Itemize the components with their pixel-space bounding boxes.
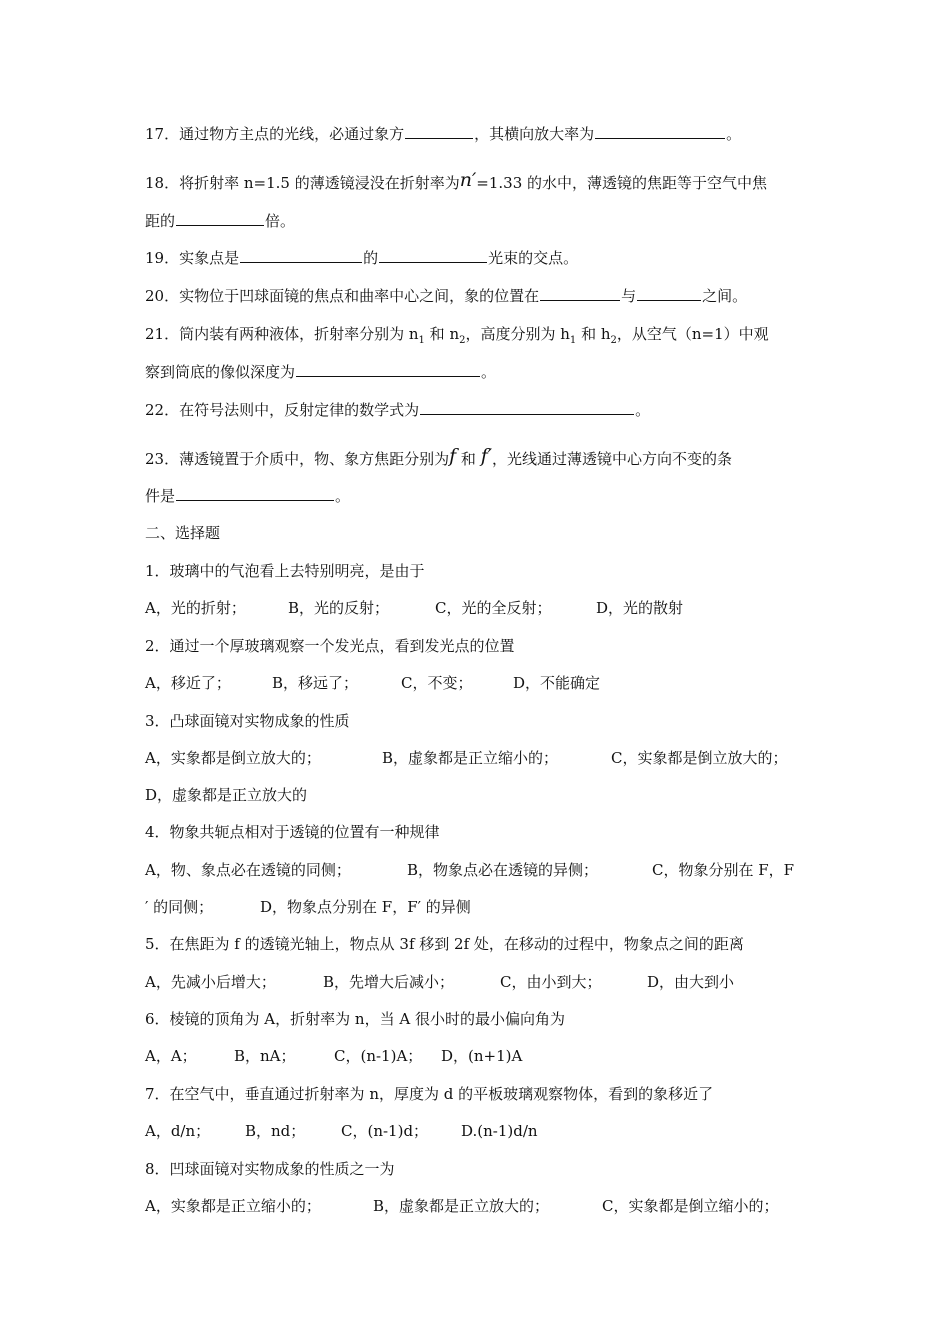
option-b: B，先增大后减小； <box>323 973 455 991</box>
option-c: C，(n-1)A； <box>334 1047 423 1065</box>
q21-sub-4: 2 <box>610 335 617 346</box>
question-19 <box>145 248 578 268</box>
q21-text-4: 和 h <box>576 325 611 343</box>
question-21 <box>145 324 769 351</box>
q21-sub-1: 1 <box>418 335 425 346</box>
option-c: C，光的全反射； <box>435 599 552 617</box>
q19-blank-1 <box>240 248 362 263</box>
q18-blank <box>176 211 264 226</box>
option-a: A，实象都是倒立放大的； <box>145 749 321 767</box>
mc-question-7: 7．在空气中，垂直通过折射率为 n，厚度为 d 的平板玻璃观察物体，看到的象移近了 <box>145 1085 714 1103</box>
q23-text-4: 件是 <box>145 487 176 505</box>
option-a: A，光的折射； <box>145 599 246 617</box>
q20-blank-1 <box>540 286 620 301</box>
q20-text: 20．实物位于凹球面镜的焦点和曲率中心之间，象的位置在 <box>145 287 540 305</box>
option-c: C，不变； <box>401 674 473 692</box>
q21-end: 。 <box>481 363 497 381</box>
option-a: A，先减小后增大； <box>145 973 276 991</box>
mc-options-3-cont: D，虚象都是正立放大的 <box>145 786 308 804</box>
question-22 <box>145 400 650 420</box>
option-d: D，不能确定 <box>513 674 601 692</box>
option-b: B，nd； <box>245 1122 306 1140</box>
option-c: C，由小到大； <box>500 973 602 991</box>
mc-options-1 <box>145 598 683 618</box>
option-c: C，物象分别在 F，F <box>652 861 795 879</box>
q18-end: 倍。 <box>265 212 296 230</box>
option-a: A，d/n； <box>145 1122 211 1140</box>
option-d: D，光的散射 <box>596 599 684 617</box>
q19-end: 光束的交点。 <box>488 249 579 267</box>
option-b: B，虚象都是正立放大的； <box>373 1197 550 1215</box>
mc-question-8: 8．凹球面镜对实物成象的性质之一为 <box>145 1160 395 1178</box>
mc-question-5: 5．在焦距为 f 的透镜光轴上，物点从 3f 移到 2f 处，在移动的过程中，物象点之间的距离 <box>145 935 744 953</box>
q20-end: 之间。 <box>702 287 748 305</box>
option-b: B，移远了； <box>272 674 359 692</box>
option-d: D，由大到小 <box>647 973 735 991</box>
q17-blank-2 <box>595 124 725 139</box>
option-b: B，光的反射； <box>288 599 390 617</box>
option-c: C，实象都是倒立缩小的； <box>602 1197 779 1215</box>
n-prime-symbol: n′ <box>459 169 477 191</box>
mc-question-6: 6．棱镜的顶角为 A，折射率为 n，当 A 很小时的最小偏向角为 <box>145 1010 565 1028</box>
mc-options-3 <box>145 748 787 768</box>
question-20 <box>145 286 747 306</box>
q23-end: 。 <box>335 487 351 505</box>
question-18 <box>145 170 767 193</box>
option-b: B，虚象都是正立缩小的； <box>382 749 559 767</box>
option-a: A，物、象点必在透镜的同侧； <box>145 861 351 879</box>
q19-blank-2 <box>379 248 487 263</box>
mc-options-2 <box>145 673 600 693</box>
q21-text-3: ，高度分别为 h <box>465 325 570 343</box>
q21-text-6: 察到筒底的像似深度为 <box>145 363 296 381</box>
q21-blank <box>296 362 480 377</box>
question-23-cont <box>145 486 350 506</box>
option-d: D.(n-1)d/n <box>461 1122 538 1140</box>
q19-text-2: 的 <box>363 249 379 267</box>
q22-blank <box>420 400 634 415</box>
question-23 <box>145 446 732 469</box>
q20-text-2: 与 <box>621 287 637 305</box>
q18-text-3: 距的 <box>145 212 176 230</box>
option-d: D，(n+1)A <box>441 1047 523 1065</box>
q17-blank-1 <box>405 124 473 139</box>
f-symbol: f <box>449 445 457 467</box>
mc-options-7 <box>145 1121 538 1141</box>
mc-options-4 <box>145 860 794 880</box>
mc-options-4-cont <box>145 897 471 917</box>
q19-text: 19．实象点是 <box>145 249 240 267</box>
option-b: B，nA； <box>234 1047 296 1065</box>
q17-text-2: ，其横向放大率为 <box>474 125 595 143</box>
mc-question-3: 3．凸球面镜对实物成象的性质 <box>145 712 350 730</box>
q23-text: 23．薄透镜置于介质中，物、象方焦距分别为 <box>145 450 450 468</box>
option-d: D，物象点分别在 F，F′ 的异侧 <box>260 898 471 916</box>
option-c-cont: ′ 的同侧； <box>145 898 214 916</box>
mc-question-1: 1．玻璃中的气泡看上去特别明亮，是由于 <box>145 562 425 580</box>
q17-text: 17．通过物方主点的光线，必通过象方 <box>145 125 405 143</box>
q23-text-3: ，光线通过薄透镜中心方向不变的条 <box>492 450 733 468</box>
mc-options-8 <box>145 1196 778 1216</box>
option-a: A，移近了； <box>145 674 231 692</box>
q22-text: 22．在符号法则中，反射定律的数学式为 <box>145 401 420 419</box>
option-c: C，(n-1)d； <box>341 1122 429 1140</box>
q21-sub-2: 2 <box>459 335 466 346</box>
mc-options-5 <box>145 972 734 992</box>
question-18-cont <box>145 211 295 231</box>
question-21-cont <box>145 362 496 382</box>
option-b: B，物象点必在透镜的异侧； <box>407 861 599 879</box>
q21-text-2: 和 n <box>424 325 460 343</box>
option-a: A，A； <box>145 1047 197 1065</box>
q18-text: 18．将折射率 n=1.5 的薄透镜浸没在折射率为 <box>145 174 460 192</box>
q23-blank <box>176 486 334 501</box>
mc-question-2: 2．通过一个厚玻璃观察一个发光点，看到发光点的位置 <box>145 637 515 655</box>
q20-blank-2 <box>637 286 701 301</box>
q21-text: 21．筒内装有两种液体，折射率分别为 n <box>145 325 419 343</box>
mc-options-6 <box>145 1046 522 1066</box>
section-heading: 二、选择题 <box>145 524 221 542</box>
question-17 <box>145 124 741 144</box>
mc-question-4: 4．物象共轭点相对于透镜的位置有一种规律 <box>145 823 440 841</box>
q21-text-5: ，从空气（n=1）中观 <box>616 325 769 343</box>
q21-sub-3: 1 <box>569 335 577 346</box>
q17-end: 。 <box>726 125 742 143</box>
option-a: A，实象都是正立缩小的； <box>145 1197 321 1215</box>
f-prime-symbol: f′ <box>480 445 493 467</box>
q23-text-2: 和 <box>456 450 481 468</box>
q22-end: 。 <box>635 401 651 419</box>
q18-text-2: =1.33 的水中，薄透镜的焦距等于空气中焦 <box>476 174 768 192</box>
option-c: C，实象都是倒立放大的； <box>611 749 788 767</box>
